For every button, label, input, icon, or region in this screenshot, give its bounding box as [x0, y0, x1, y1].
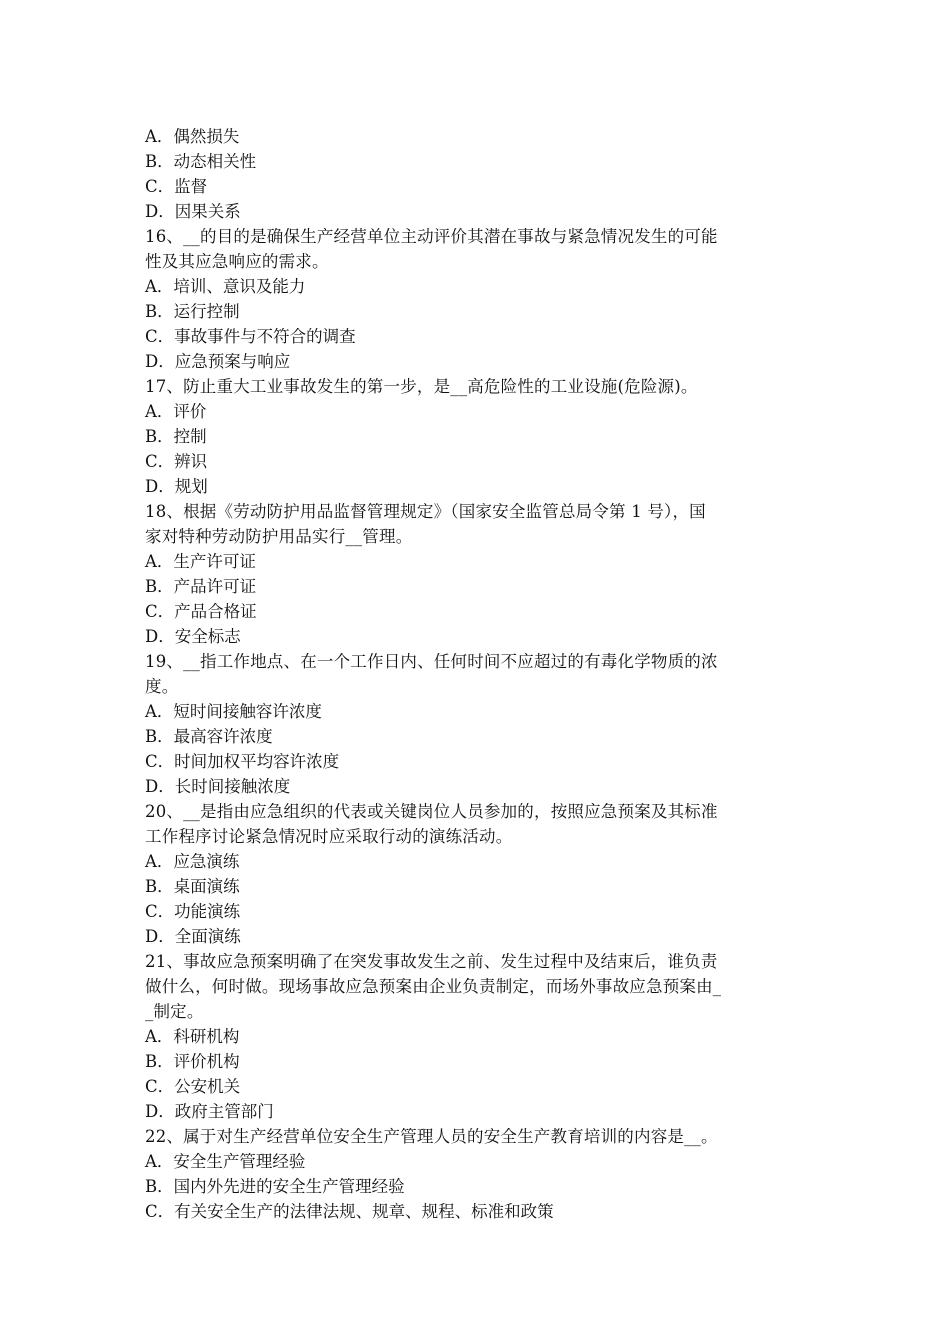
- question-block: [145, 1124, 813, 1149]
- option-text: A．生产许可证: [145, 552, 256, 571]
- answer-option: [145, 1149, 813, 1174]
- option-text: D．安全标志: [145, 627, 241, 646]
- answer-option: [145, 699, 813, 724]
- option-text: B．最高容许浓度: [145, 727, 273, 746]
- answer-option: [145, 874, 813, 899]
- answer-option: [145, 274, 813, 299]
- option-text: D．长时间接触浓度: [145, 777, 291, 796]
- answer-option: [145, 1024, 813, 1049]
- option-text: D．规划: [145, 477, 208, 496]
- option-text: C．时间加权平均容许浓度: [145, 752, 340, 771]
- answer-option: [145, 599, 813, 624]
- question-block: [145, 949, 813, 1024]
- option-text: C．事故事件与不符合的调查: [145, 327, 356, 346]
- question-text-line: 工作程序讨论紧急情况时应采取行动的演练活动。: [145, 827, 513, 846]
- answer-option: [145, 124, 813, 149]
- answer-option: [145, 474, 813, 499]
- option-text: A．应急演练: [145, 852, 240, 871]
- option-text: C．辨识: [145, 452, 208, 471]
- option-text: D．政府主管部门: [145, 1102, 274, 1121]
- option-text: D．应急预案与响应: [145, 352, 291, 371]
- option-text: B．国内外先进的安全生产管理经验: [145, 1177, 405, 1196]
- answer-option: [145, 449, 813, 474]
- option-text: B．动态相关性: [145, 152, 257, 171]
- option-text: A．评价: [145, 402, 207, 421]
- document-body: [145, 124, 813, 1224]
- option-text: B．评价机构: [145, 1052, 240, 1071]
- option-text: C．公安机关: [145, 1077, 241, 1096]
- answer-option: [145, 424, 813, 449]
- question-text-line: 做什么，何时做。现场事故应急预案由企业负责制定，而场外事故应急预案由_: [145, 977, 722, 996]
- question-block: [145, 799, 813, 849]
- answer-option: [145, 849, 813, 874]
- answer-option: [145, 574, 813, 599]
- answer-option: [145, 149, 813, 174]
- option-text: A．安全生产管理经验: [145, 1152, 306, 1171]
- question-text-line: 22、属于对生产经营单位安全生产管理人员的安全生产教育培训的内容是__。: [145, 1127, 718, 1146]
- option-text: C．有关安全生产的法律法规、规章、规程、标准和政策: [145, 1202, 554, 1221]
- answer-option: [145, 774, 813, 799]
- answer-option: [145, 1174, 813, 1199]
- option-text: A．偶然损失: [145, 127, 240, 146]
- question-text-line: 性及其应急响应的需求。: [145, 252, 329, 271]
- option-text: D．全面演练: [145, 927, 241, 946]
- answer-option: [145, 1074, 813, 1099]
- question-text-line: _制定。: [145, 1002, 204, 1021]
- answer-option: [145, 749, 813, 774]
- answer-option: [145, 549, 813, 574]
- option-text: A．科研机构: [145, 1027, 240, 1046]
- option-text: A．短时间接触容许浓度: [145, 702, 322, 721]
- option-text: C．功能演练: [145, 902, 241, 921]
- option-text: B．桌面演练: [145, 877, 240, 896]
- answer-option: [145, 324, 813, 349]
- answer-option: [145, 199, 813, 224]
- option-text: C．监督: [145, 177, 208, 196]
- answer-option: [145, 1049, 813, 1074]
- option-text: B．产品许可证: [145, 577, 257, 596]
- question-text-line: 17、防止重大工业事故发生的第一步，是__高危险性的工业设施(危险源)。: [145, 377, 698, 396]
- question-text-line: 20、__是指由应急组织的代表或关键岗位人员参加的，按照应急预案及其标准: [145, 802, 718, 821]
- answer-option: [145, 1199, 813, 1224]
- answer-option: [145, 299, 813, 324]
- option-text: B．控制: [145, 427, 207, 446]
- answer-option: [145, 174, 813, 199]
- question-text-line: 16、__的目的是确保生产经营单位主动评价其潜在事故与紧急情况发生的可能: [145, 227, 718, 246]
- option-text: C．产品合格证: [145, 602, 257, 621]
- answer-option: [145, 1099, 813, 1124]
- question-text-line: 家对特种劳动防护用品实行__管理。: [145, 527, 413, 546]
- option-text: A．培训、意识及能力: [145, 277, 306, 296]
- question-block: [145, 499, 813, 549]
- question-text-line: 18、根据《劳动防护用品监督管理规定》（国家安全监管总局令第 1 号），国: [145, 502, 706, 521]
- answer-option: [145, 899, 813, 924]
- option-text: D．因果关系: [145, 202, 241, 221]
- answer-option: [145, 349, 813, 374]
- question-text-line: 度。: [145, 677, 179, 696]
- answer-option: [145, 924, 813, 949]
- question-block: [145, 649, 813, 699]
- question-text-line: 21、事故应急预案明确了在突发事故发生之前、发生过程中及结束后，谁负责: [145, 952, 718, 971]
- answer-option: [145, 624, 813, 649]
- option-text: B．运行控制: [145, 302, 240, 321]
- answer-option: [145, 399, 813, 424]
- answer-option: [145, 724, 813, 749]
- question-block: [145, 374, 813, 399]
- question-text-line: 19、__指工作地点、在一个工作日内、任何时间不应超过的有毒化学物质的浓: [145, 652, 718, 671]
- question-block: [145, 224, 813, 274]
